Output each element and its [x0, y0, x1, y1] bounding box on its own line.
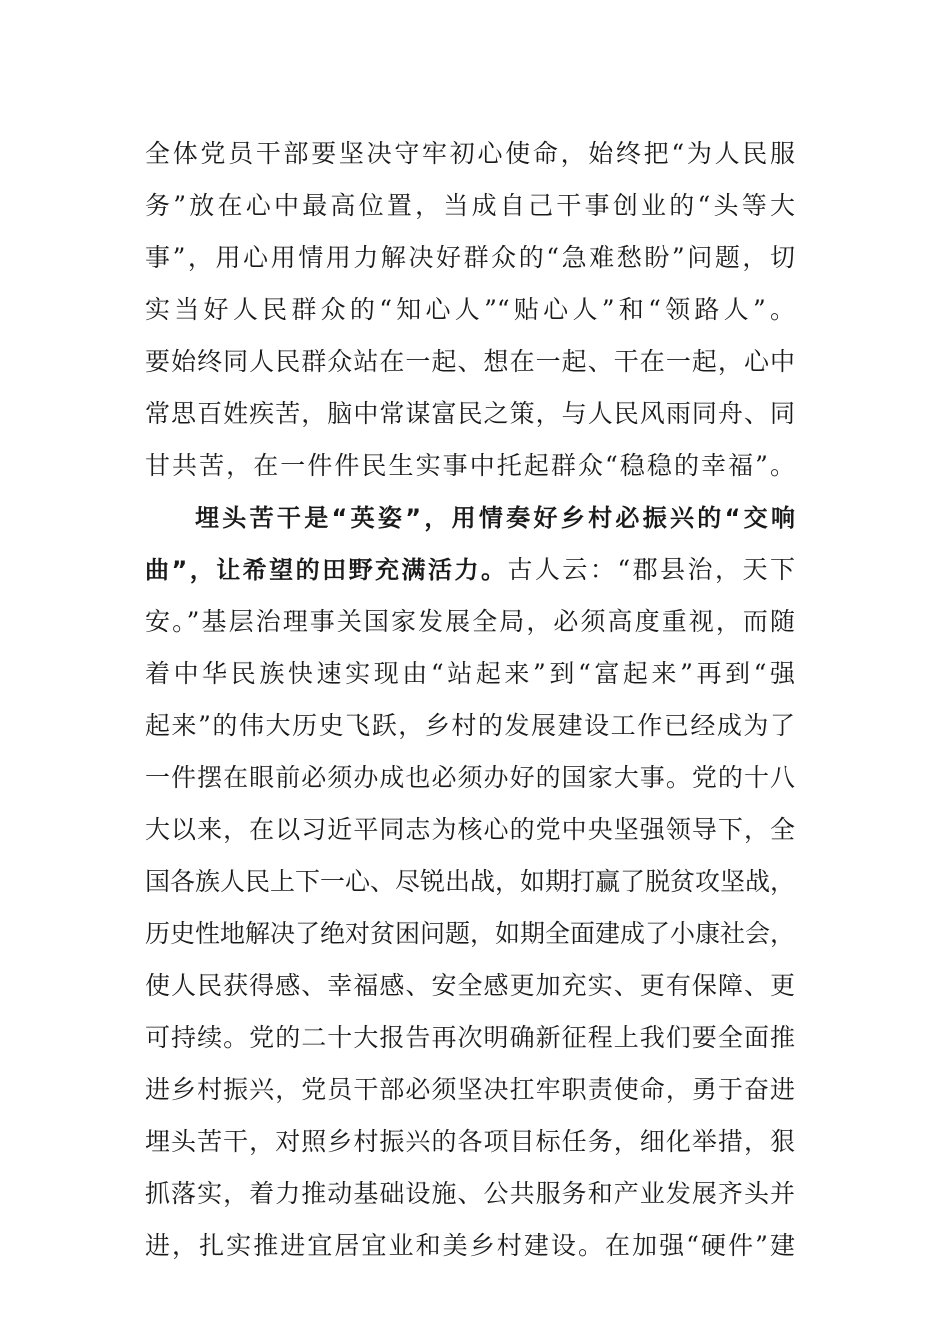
paragraph-2 — [145, 492, 795, 1272]
document-body — [145, 128, 795, 1272]
text-segment: 古人云：“郡县治，天下 — [507, 555, 795, 584]
text-line: 抓落实，着力推动基础设施、公共服务和产业发展齐头并 — [145, 1179, 795, 1208]
text-line: 进乡村振兴，党员干部必须坚决扛牢职责使命，勇于奋进 — [145, 1075, 795, 1104]
text-line: 着中华民族快速实现由“站起来”到“富起来”再到“强 — [145, 659, 795, 688]
text-line: 一件摆在眼前必须办成也必须办好的国家大事。党的十八 — [145, 763, 795, 792]
text-line: 起来”的伟大历史飞跃，乡村的发展建设工作已经成为了 — [145, 711, 795, 740]
text-line: 大以来，在以习近平同志为核心的党中央坚强领导下，全 — [145, 815, 795, 844]
text-line: 进，扎实推进宜居宜业和美乡村建设。在加强“硬件”建 — [145, 1231, 795, 1260]
text-line: 国各族人民上下一心、尽锐出战，如期打赢了脱贫攻坚战， — [145, 867, 796, 896]
paragraph-1 — [145, 128, 795, 492]
text-line: 务”放在心中最高位置，当成自己干事创业的“头等大 — [145, 191, 795, 220]
text-line: 使人民获得感、幸福感、安全感更加充实、更有保障、更 — [145, 971, 795, 1000]
mixed-text-line — [145, 544, 795, 596]
text-line: 事”，用心用情用力解决好群众的“急难愁盼”问题，切 — [145, 243, 795, 272]
text-line: 甘共苦，在一件件民生实事中托起群众“稳稳的幸福”。 — [145, 451, 795, 480]
bold-heading-line: 埋头苦干是“英姿”，用情奏好乡村必振兴的“交响 — [195, 504, 795, 532]
text-line: 常思百姓疾苦，脑中常谋富民之策，与人民风雨同舟、同 — [145, 399, 795, 428]
bold-heading-end: 曲”，让希望的田野充满活力。 — [145, 556, 508, 584]
text-line: 可持续。党的二十大报告再次明确新征程上我们要全面推 — [145, 1023, 795, 1052]
text-line: 历史性地解决了绝对贫困问题，如期全面建成了小康社会， — [145, 919, 796, 948]
text-line: 安。”基层治理事关国家发展全局，必须高度重视，而随 — [145, 607, 795, 636]
text-line: 实当好人民群众的“知心人”“贴心人”和“领路人”。 — [145, 295, 795, 324]
text-line: 要始终同人民群众站在一起、想在一起、干在一起，心中 — [145, 347, 795, 376]
text-line: 全体党员干部要坚决守牢初心使命，始终把“为人民服 — [145, 139, 795, 168]
text-line: 埋头苦干，对照乡村振兴的各项目标任务，细化举措，狠 — [145, 1127, 795, 1156]
